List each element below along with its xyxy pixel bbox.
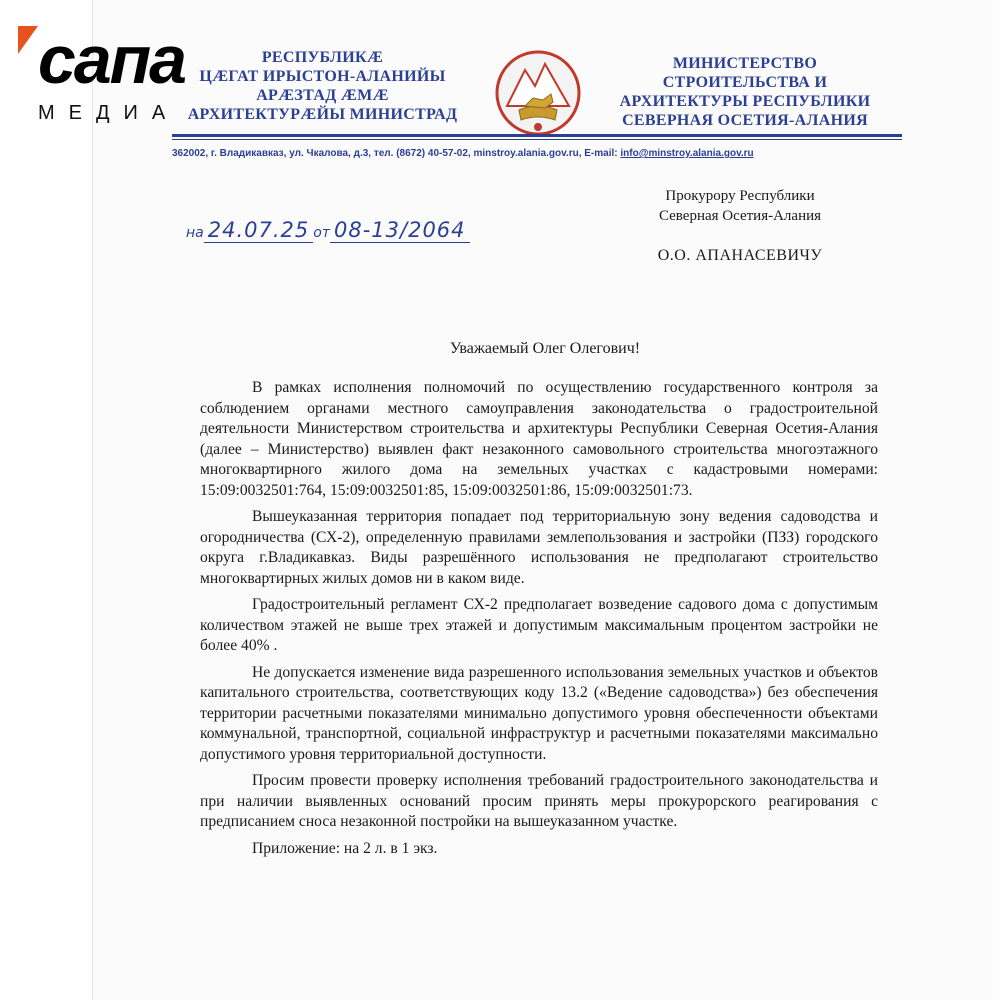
- logo-subtitle: МЕДИА: [38, 102, 180, 124]
- addressee-block: [620, 186, 860, 266]
- letterhead-right-line: СТРОИТЕЛЬСТВА И: [662, 74, 828, 91]
- letter-body: [200, 378, 878, 865]
- body-paragraph: Не допускается изменение вида разрешенного использования земельных участков и объектов капитального строительства, соответствующих коду 13.2 («Ведение садоводства») без обеспечения территории расчетными показателями минимально допустимого уровня обеспеченности объектами коммунальной, транспортной, социальной инфраструктур и расчетными показателями максимально допустимого уровня территориальной доступности.: [200, 663, 878, 763]
- letterhead-left-line: РЕСПУБЛИКÆ: [261, 49, 384, 66]
- letterhead-right-line: СЕВЕРНАЯ ОСЕТИЯ-АЛАНИЯ: [622, 112, 868, 129]
- salutation: Уважаемый Олег Олегович!: [449, 340, 641, 357]
- reg-prefix-na: на: [186, 225, 204, 241]
- attachment-note: Приложение: на 2 л. в 1 экз.: [252, 839, 438, 857]
- letterhead-left-line: АРÆЗТАД ÆМÆ: [256, 87, 389, 104]
- body-paragraph: Просим провести проверку исполнения требований градостроительного законодательства и при наличии выявленных оснований просим принять меры прокурорского реагирования с предписанием сноса незаконной постройки на вышеуказанном участке.: [200, 772, 878, 830]
- body-paragraph: В рамках исполнения полномочий по осуществлению государственного контроля за соблюдением органами местного самоуправления законодательства о градостроительной деятельности Министерством строительства и архитектуры Республики Северная Осетия-Алания (далее – Министерство) выявлен факт незаконного самовольного строительства многоэтажного многоквартирного жилого дома на земельных участках с кадастровыми номерами: 15:09:0032501:764, 15:09:0032501:85, 15:09:0032501:86, 15:09:0032501:73.: [200, 379, 878, 499]
- registration-line: [186, 218, 470, 242]
- letterhead-rule: [172, 134, 902, 137]
- reg-prefix-ot: от: [313, 225, 330, 241]
- addressee-line2: Северная Осетия-Алания: [658, 208, 822, 224]
- contact-address: 362002, г. Владикавказ, ул. Чкалова, д.3, тел. (8672) 40-57-02, minstroy.alania.gov.ru, E-mail:: [172, 148, 621, 159]
- addressee-line1: Прокурору Республики: [665, 188, 815, 204]
- letterhead-russian: [610, 54, 880, 130]
- letterhead-left-line: ЦÆГАТ ИРЫСТОН-АЛАНИЙЫ: [199, 68, 446, 85]
- body-paragraph: Вышеуказанная территория попадает под территориальную зону ведения садоводства и огородничества (СХ-2), определенную правилами землепользования и застройки (ПЗЗ) городского округа г.Владикавказ. Виды разрешённого использования не предполагают строительство многоквартирных жилых домов ни в каком виде.: [200, 508, 878, 587]
- reg-date: 24.07.25: [204, 218, 314, 243]
- letterhead-right-line: АРХИТЕКТУРЫ РЕСПУБЛИКИ: [619, 93, 871, 110]
- contact-line: [172, 148, 902, 159]
- reg-number: 08-13/2064: [330, 218, 470, 243]
- logo-corner-icon: [18, 26, 38, 56]
- logo-brand: сапа: [38, 22, 185, 98]
- letterhead-ossetian: [170, 48, 475, 124]
- coat-of-arms-icon: [495, 48, 581, 138]
- letterhead-rule-thin: [172, 139, 902, 140]
- contact-email-link[interactable]: info@minstroy.alania.gov.ru: [620, 148, 754, 159]
- letterhead-left-line: АРХИТЕКТУРÆЙЫ МИНИСТРАД: [187, 106, 458, 123]
- addressee-name: О.О. АПАНАСЕВИЧУ: [657, 247, 823, 264]
- body-paragraph: Градостроительный регламент СХ-2 предполагает возведение садового дома с допустимым количеством этажей не выше трех этажей и допустимым максимальным процентом застройки не более 40% .: [200, 596, 878, 654]
- letterhead-right-line: МИНИСТЕРСТВО: [672, 55, 818, 72]
